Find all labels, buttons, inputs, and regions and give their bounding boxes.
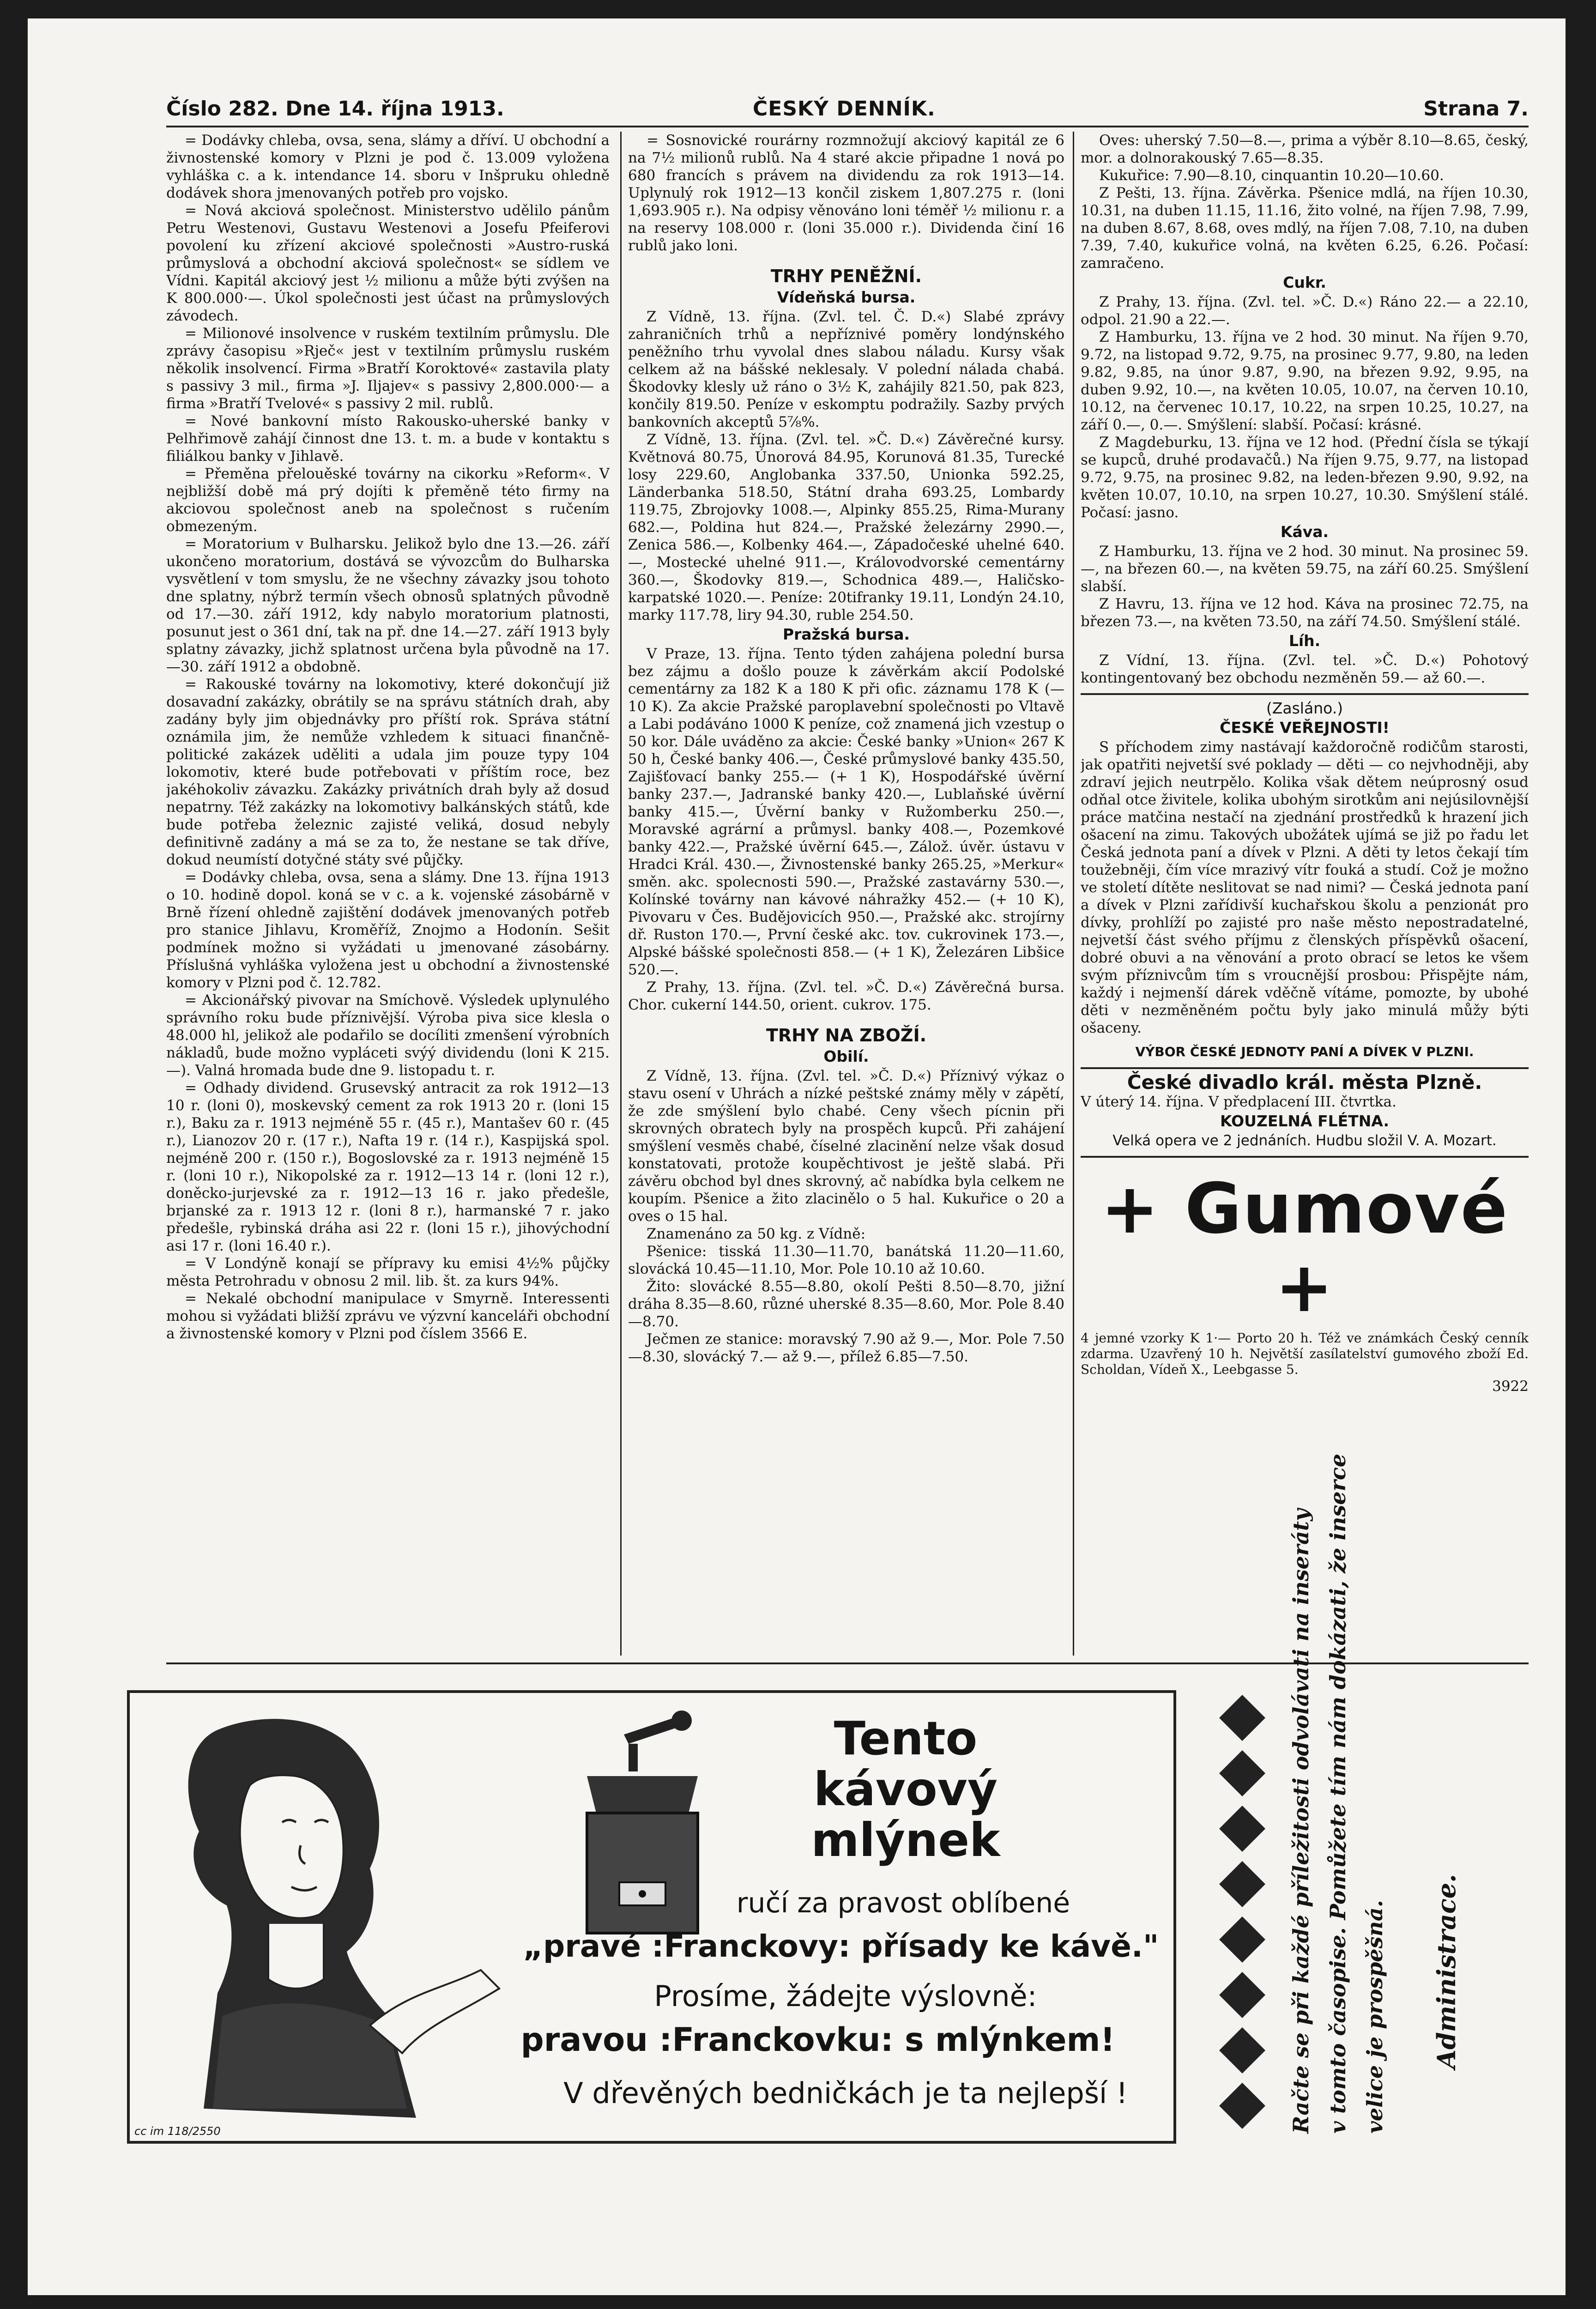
market-report: Z Vídně, 13. října. (Zvl. tel. »Č. D.«) Příznivý výkaz o stavu osení v Uhrách a nízké peštské známy měly v zápětí, že zde smýšlení bylo chabé. Ceny všech pícnin při skrovných obratech byly na prospěch kupců. Při zahájení smýšlení vesměs chabé, číselné zlacinění nelze však dosud konstatovati, protože koupěchtivost je ještě slabá. Při závěru obchod byl dnes skrovný, ač nabídka byla celkem ne koupím. Pšenice a žito zlacinělo o 5 hal. Kukuřice o 20 a oves o 15 hal. — [628, 1068, 1064, 1225]
issue-date: Číslo 282. Dne 14. října 1913. — [166, 97, 504, 121]
theatre-title: KOUZELNÁ FLÉTNA. — [1220, 1112, 1389, 1130]
market-report: V Praze, 13. října. Tento týden zahájena polední bursa bez zájmu a došlo pouze k závěrkám akcií Podolské cementárny za 182 K a 180 K při ofic. záznamu 178 K (— 10 K). Za akcie Pražské paroplavební společnosti po Vltavě a Labi podáváno 1000 K peníze, což znamená jich vzestup o 50 kor. Dále uváděno za akcie: České banky »Union« 267 K 50 h, České banky 406.—, České průmyslové banky 435.50, Zajišťovací banky 255.— (+ 1 K), Hospodářské úvěrní banky 237.—, Jadranské banky 420.—, Lublaňské úvěrní banky 415.—, Úvěrní banky v Ružomberku 250.—, Moravské agrární a průmysl. banky 408.—, Pozemkové banky 422.—, Pražské úvěrní 645.—, Zálož. úvěr. ústavu v Hradci Král. 430.—, Živnostenské banky 265.25, »Merkur« směn. akc. spolecnosti 590.—, Pražské zastavárny 530.—, Kolínské továrny nan kávové náhražky 452.— (+ 10 K), Pivovaru v Čes. Budějovicích 950.—, Pražské akc. strojírny dř. Ruston 170.—, První české akc. tov. cukrovinek 173.—, Alpské bášské společnosti 858.— (+ 1 K), Železáren Libšice 520.—. — [628, 646, 1064, 978]
gumove-text: 4 jemné vzorky K 1·— Porto 20 h. Též ve známkách Český cenník zdarma. Uzavřený 10 h. Největší zasílatelství gumového zboží Ed. Scholdan, Vídeň X., Leebgasse 5. — [1081, 1330, 1529, 1377]
note-line: Administrace. — [1432, 1874, 1461, 2069]
theatre-heading: České divadlo král. města Plzně. — [1127, 1071, 1482, 1094]
market-report: Kukuřice: 7.90—8.10, cinquantin 10.20—10.60. — [1099, 167, 1444, 184]
market-report: Z Vídně, 13. října. (Zvl. tel. »Č. D.«) Závěrečné kursy. Květnová 80.75, Únorová 84.95, Korunová 81.35, Turecké losy 229.60, Anglobanka 337.50, Unionka 592.25, Länderbanka 518.50, Státní draha 693.25, Lombardy 119.75, Zbrojovky 1008.—, Alpinky 855.25, Rima-Murany 682.—, Poldina hut 824.—, Pražské železárny 2990.—, Zenica 586.—, Kolbenky 464.—, Západočeské uhelné 640.—, Mostecké uhelné 911.—, Královodvorské cementárny 360.—, Škodovky 819.—, Schodnica 489.—, Haličsko-karpatské 1020.—. Peníze: 20tifranky 19.11, Londýn 24.10, marky 117.78, liry 94.30, ruble 254.50. — [628, 431, 1064, 623]
ad-line: mlýnek — [811, 1813, 1000, 1867]
article: = Akcionářský pivovar na Smíchově. Výsledek uplynulého správního roku bude příznivější. Výroba piva sice klesla o 48.000 hl, jelikož ale podařilo se docíliti zmenšení výrobních nákladů, bude možno vypláceti svýý dividendu (loni K 215.—). Valná hromada bude dne 9. listopadu t. r. — [166, 992, 610, 1079]
decorative-border — [1210, 1690, 1275, 2138]
theatre-date: V úterý 14. října. V předplacení III. čtvrtka. — [1081, 1094, 1396, 1110]
woman-illustration — [130, 1693, 545, 2132]
market-report: Z Havru, 13. října ve 12 hod. Káva na prosinec 72.75, na březen 73.—, na květen 73.50, na září 74.50. Smýšlení stálé. — [1081, 596, 1529, 630]
appeal-signature: VÝBOR ČESKÉ JEDNOTY PANÍ A DÍVEK V PLZNI. — [1135, 1044, 1474, 1059]
article: = Nekalé obchodní manipulace v Smyrně. Interessenti mohou si vyžádati bližší zprávu ve výzvní kanceláři obchodní a živnostenské komory v Plzni pod číslem 3566 E. — [166, 1290, 610, 1342]
market-report: Žito: slovácké 8.55—8.80, okolí Pešti 8.50—8.70, jižní dráha 8.35—8.60, různé uherské 8.35—8.60, Mor. Pole 8.40—8.70. — [628, 1278, 1064, 1330]
section-heading-goods: TRHY NA ZBOŽÍ. — [766, 1025, 927, 1046]
market-report: Z Magdeburku, 13. října ve 12 hod. (Přední čísla se týkají se kupců, druhé prodavačů.) Na říjen 9.75, 9.77, na listopad 9.72, 9.75, na prosinec 9.82, na leden-březen 9.90, 9.92, na květen 10.07, 10.10, na srpen 10.27, 10.30. Smýšlení stálé. Počasí: jasno. — [1081, 434, 1529, 521]
column-2 — [628, 132, 1064, 1656]
ad-line: Tento — [834, 1711, 978, 1765]
market-report: Z Prahy, 13. října. (Zvl. tel. »Č. D.«) Ráno 22.— a 22.10, odpol. 21.90 a 22.—. — [1081, 294, 1529, 328]
market-report: Ječmen ze stanice: moravský 7.90 až 9.—, Mor. Pole 7.50—8.30, slovácký 7.— až 9.—, přílež 6.85—7.50. — [628, 1331, 1064, 1365]
subheading-prague-bourse: Pražská bursa. — [782, 625, 910, 643]
column-divider-1 — [620, 132, 622, 1656]
theatre-note: Velká opera ve 2 jednáních. Hudbu složil V. A. Mozart. — [1112, 1132, 1497, 1149]
article: = Rakouské továrny na lokomotivy, které dokončují již dosavadní zakázky, obrátily se na správu státních drah, aby zadány byly jim objednávky pro příští rok. Správa státní oznámila jim, že nemůže vzhledem k situaci finančně-politické zakázek uděliti a udala jim pouze typy 104 lokomotiv, které bude potřebovati v příštím roce, bez jakéhokoliv závazku. Zakázky privátních drah byly až dosud nepatrny. Též zakázky na lokomotivy balkánských států, kde bude potřeba železnic zajisté veliká, dosud nebyly definitivně zadány a má se za to, že nestane se tak dříve, dokud neumístí dotyčné státy své půjčky. — [166, 676, 610, 868]
market-report: Oves: uherský 7.50—8.—, prima a výběr 8.10—8.65, český, mor. a dolnorakouský 7.65—8.35. — [1081, 132, 1529, 166]
section-rule — [1081, 1156, 1529, 1161]
column-3 — [1081, 132, 1529, 1656]
article: = Moratorium v Bulharsku. Jelikož bylo dne 13.—26. září ukončeno moratorium, dostává se vývozcům do Bulharska vysvětlení v tom smyslu, že ne všechny závazky jsou tohoto dne splatny, nýbrž termín všech obnosů splatných původně od 17.—30. září 1912, kdy nabylo moratorium platnosti, posunut jest o 361 dní, tak na př. dne 14.—27. září 1913 byly splatny závazky, jichž splatnost určena byla původně na 17.—30. září 1912 a obdobně. — [166, 536, 610, 675]
article: = Nové bankovní místo Rakousko-uherské banky v Pelhřimově zahájí činnost dne 13. t. m. a bude v kontaktu s filiálkou banky v Jihlavě. — [166, 413, 610, 465]
ad-line: V dřevěných bedničkách je ta nejlepší ! — [563, 2076, 1128, 2110]
zaslano-label: (Zasláno.) — [1266, 699, 1343, 717]
market-report: Z Hamburku, 13. října ve 2 hod. 30 minut. Na říjen 9.70, 9.72, na listopad 9.72, 9.75, na prosinec 9.77, 9.80, na leden 9.82, 9.85, na únor 9.87, 9.90, na březen 9.92, 9.95, na duben 9.92, 10.—, na květen 10.05, 10.07, na červen 10.10, 10.12, na červenec 10.17, 10.22, na srpen 10.25, 10.27, na září 0.—, 0.—. Smýšlení: slabší. Počasí: krásné. — [1081, 329, 1529, 433]
article: = Milionové insolvence v ruském textilním průmyslu. Dle zprávy časopisu »Rječ« jest v textilním průmyslu ruském několik insolvencí. Firma »Bratří Koroktové« zastavila platy s passivy 3 mil., firma »J. Iljajev« s passivy 2,800.000·— a firma »Bratří Tvelové« s passivy 2 mil. rublů. — [166, 325, 610, 412]
ad-line: Prosíme, žádejte výslovně: — [654, 1979, 1037, 2013]
ad-line: pravou :Franckovku: s mlýnkem! — [520, 2021, 1115, 2059]
ad-line: kávový — [813, 1762, 998, 1816]
market-report: Z Vídní, 13. října. (Zvl. tel. »Č. D.«) Pohotový kontingentovaný bez obchodu nezměněn 59.— až 60.—. — [1081, 652, 1529, 686]
market-report: Z Prahy, 13. října. (Zvl. tel. »Č. D.«) Závěrečná bursa. Chor. cukerní 144.50, orient. cukrov. 175. — [628, 979, 1064, 1013]
subheading-vienna-bourse: Vídeňská bursa. — [777, 288, 916, 306]
column-1 — [166, 132, 610, 1656]
note-line: v tomto časopise. Pomůžete tím nám dokázati, že inserce — [1325, 1453, 1350, 2134]
column-divider-2 — [1073, 132, 1074, 1656]
article: = Přeměna přelouěské továrny na cikorku »Reform«. V nejbližší době má prý dojíti k přeměně této firmy na akciovou společnost aneb na společnost s ručením obmezeným. — [166, 465, 610, 535]
market-report: Znamenáno za 50 kg. z Vídně: — [647, 1226, 866, 1242]
administration-note — [1210, 1453, 1515, 2138]
appeal-heading: ČESKÉ VEŘEJNOSTI! — [1220, 719, 1390, 737]
newspaper-page — [28, 18, 1566, 2295]
ad-line: „pravé :Franckovy: přísady ke kávě." — [523, 1928, 1159, 1964]
market-report: Z Pešti, 13. října. Závěrka. Pšenice mdlá, na říjen 10.30, 10.31, na duben 11.15, 11.16, žito volné, na říjen 7.98, 7.99, na duben 8.67, 8.68, oves mdlý, na říjen 7.08, 7.10, na duben 7.39, 7.40, kukuřice volná, na květen 6.25, 6.26. Počasí: zamračeno. — [1081, 185, 1529, 272]
page-header — [166, 88, 1529, 125]
coffee-grinder-ad — [127, 1690, 1176, 2144]
bottom-rule — [166, 1662, 1529, 1664]
page-number: Strana 7. — [1423, 97, 1529, 121]
article: = V Londýně konají se přípravy ku emisi 4½% půjčky města Petrohradu v obnosu 2 mil. lib. št. za kurs 94%. — [166, 1255, 610, 1289]
ad-line: ručí za pravost oblíbené — [736, 1887, 1070, 1919]
ad-code: cc im 118/2550 — [134, 2125, 221, 2138]
article: = Dodávky chleba, ovsa, sena a slámy. Dne 13. října 1913 o 10. hodině dopol. koná se v c. a k. vojenské zásobárně v Brně řízení ohledně zajištění dodávek jmenovaných potřeb pro stanice Jihlavu, Kroměříž, Znojmo a Hodonín. Sešit podmínek možno si vyžádati u jmenované zásobárny. Příslušná vyhláška vyložena jest u obchodní a živnostenské komory v Plzni pod č. 12.782. — [166, 869, 610, 991]
article: = Sosnovické rourárny rozmnožují akciový kapitál ze 6 na 7½ milionů rublů. Na 4 staré akcie připadne 1 nová po 680 francích s právem na dividendu za rok 1913—14. Uplynulý rok 1912—13 končil ziskem 1,807.275 r. (loni 1,693.905 r.). Na odpisy věnováno loni téměř ½ milionu r. a na reservy 108.000 r. (loni 35.000 r.). Dividenda činí 16 rublů jako loni. — [628, 132, 1064, 254]
appeal-text: S příchodem zimy nastávají každoročně rodičům starosti, jak opatřiti nejvetší své poklady — děti — co nejvhodněji, aby zdraví jejich neutrpělo. Kolika však dětem neúprosný osud odňal otce živitele, kolika ubohým sirotkům ani nejúsilovnější práce matčina nestačí na zjednání prostředků k hrazení jich ošacení na zimu. Takových ubožátek ujímá se již po řadu let Česká jednota paní a dívek v Plzni. A děti ty letos čekají tím toužebněji, čím více mrazivý vítr fouká a studí. Což je možno ve století dítěte neslitovat se nad nimi? — Česká jednota paní a dívek v Plzni zařídivší kuchařskou školu a penzionát pro dívky, prohlíží po zajisté pro naše město nepostradatelné, nejvetší část svého příjmu z členských příspěvků ošacení, dobré obuvi a na věnování a proto obrací se letos ke všem svým příznivcům tím s vroucnější prosbou: Přispějte nám, každý i nejmenší dárek vděčně vítáme, pomozte, by ubohé děti v nezměněném počtu byly jako minulá můžy býti ošaceny. — [1081, 739, 1529, 1036]
gumove-banner: + Gumové + — [1100, 1169, 1509, 1328]
subheading-coffee: Káva. — [1280, 523, 1329, 541]
subheading-spirit: Líh. — [1288, 632, 1321, 650]
note-line: velice je prospěšná. — [1362, 1900, 1387, 2134]
article: = Nová akciová společnost. Ministerstvo udělilo pánům Petru Westenovi, Gustavu Westenovi a Josefu Pfeiferovi povolení ku zřízení akciové společnosti »Austro-ruská průmyslová a obchodní akciová společnost« se sídlem ve Vídni. Kapitál akciový jest ½ milionu a může býti zvýšen na K 800.000·—. Úkol společnosti jest účast na průmyslových závodech. — [166, 202, 610, 324]
market-report: Z Vídně, 13. října. (Zvl. tel. Č. D.«) Slabé zprávy zahraničních trhů a nepříznivé poměry londýnského peněžního trhu vyvolal dnes slabou náladu. Kursy však celkem až na bášské neklesaly. V polední nálada chabá. Škodovky klesly už ráno o 3½ K, zahájily 821.50, pak 823, končily 819.50. Peníze v eskomptu podražily. Sazby prvých bankovních akceptů 5⅞%. — [628, 308, 1064, 430]
newspaper-title: ČESKÝ DENNÍK. — [753, 97, 936, 121]
subheading-sugar: Cukr. — [1283, 273, 1326, 291]
section-heading-money: TRHY PENĚŽNÍ. — [770, 266, 922, 286]
header-rule — [166, 126, 1529, 127]
subheading-grain: Obilí. — [823, 1047, 869, 1065]
market-report: Pšenice: tisská 11.30—11.70, banátská 11.20—11.60, slovácká 10.45—11.10, Mor. Pole 10.10 až 10.60. — [628, 1243, 1064, 1277]
ad-number: 3922 — [1492, 1378, 1529, 1395]
market-report: Z Hamburku, 13. října ve 2 hod. 30 minut. Na prosinec 59.—, na březen 60.—, na květen 59.75, na září 60.25. Smýšlení slabší. — [1081, 543, 1529, 595]
article: = Odhady dividend. Grusevský antracit za rok 1912—13 10 r. (loni 0), moskevský cement za rok 1913 20 r. (loni 15 r.), Baku za r. 1913 nejméně 55 r. (45 r.), Mantašev 60 r. (45 r.), Lianozov 20 r. (17 r.), Nafta 19 r. (14 r.), Kaspijská spol. nejméně 200 r. (150 r.), Bogoslovské za r. 1913 nejméně 15 r. (loni 10 r.), Nikopolské za r. 1912—13 14 r. (loni 12 r.), doněcko-jurjevské za r. 1912—13 16 r. jako předešle, brjanské za r. 1913 12 r. (loni 8 r.), harmanské 7 r. jako předešle, rybinská dráha asi 22 r. (loni 15 r.), jihovýchodní asi 17 r. (loni 16.40 r.). — [166, 1080, 610, 1254]
note-line: Račte se při každé příležitosti odvolávati na inseráty — [1288, 1509, 1313, 2134]
section-rule — [1081, 693, 1529, 698]
article: = Dodávky chleba, ovsa, sena, slámy a dříví. U obchodní a živnostenské komory v Plzni je pod č. 13.009 vyložena vyhláška c. a k. intendance 14. sboru v Inšpruku ohledně dodávek shora jmenovaných potřeb pro vojsko. — [166, 132, 610, 201]
